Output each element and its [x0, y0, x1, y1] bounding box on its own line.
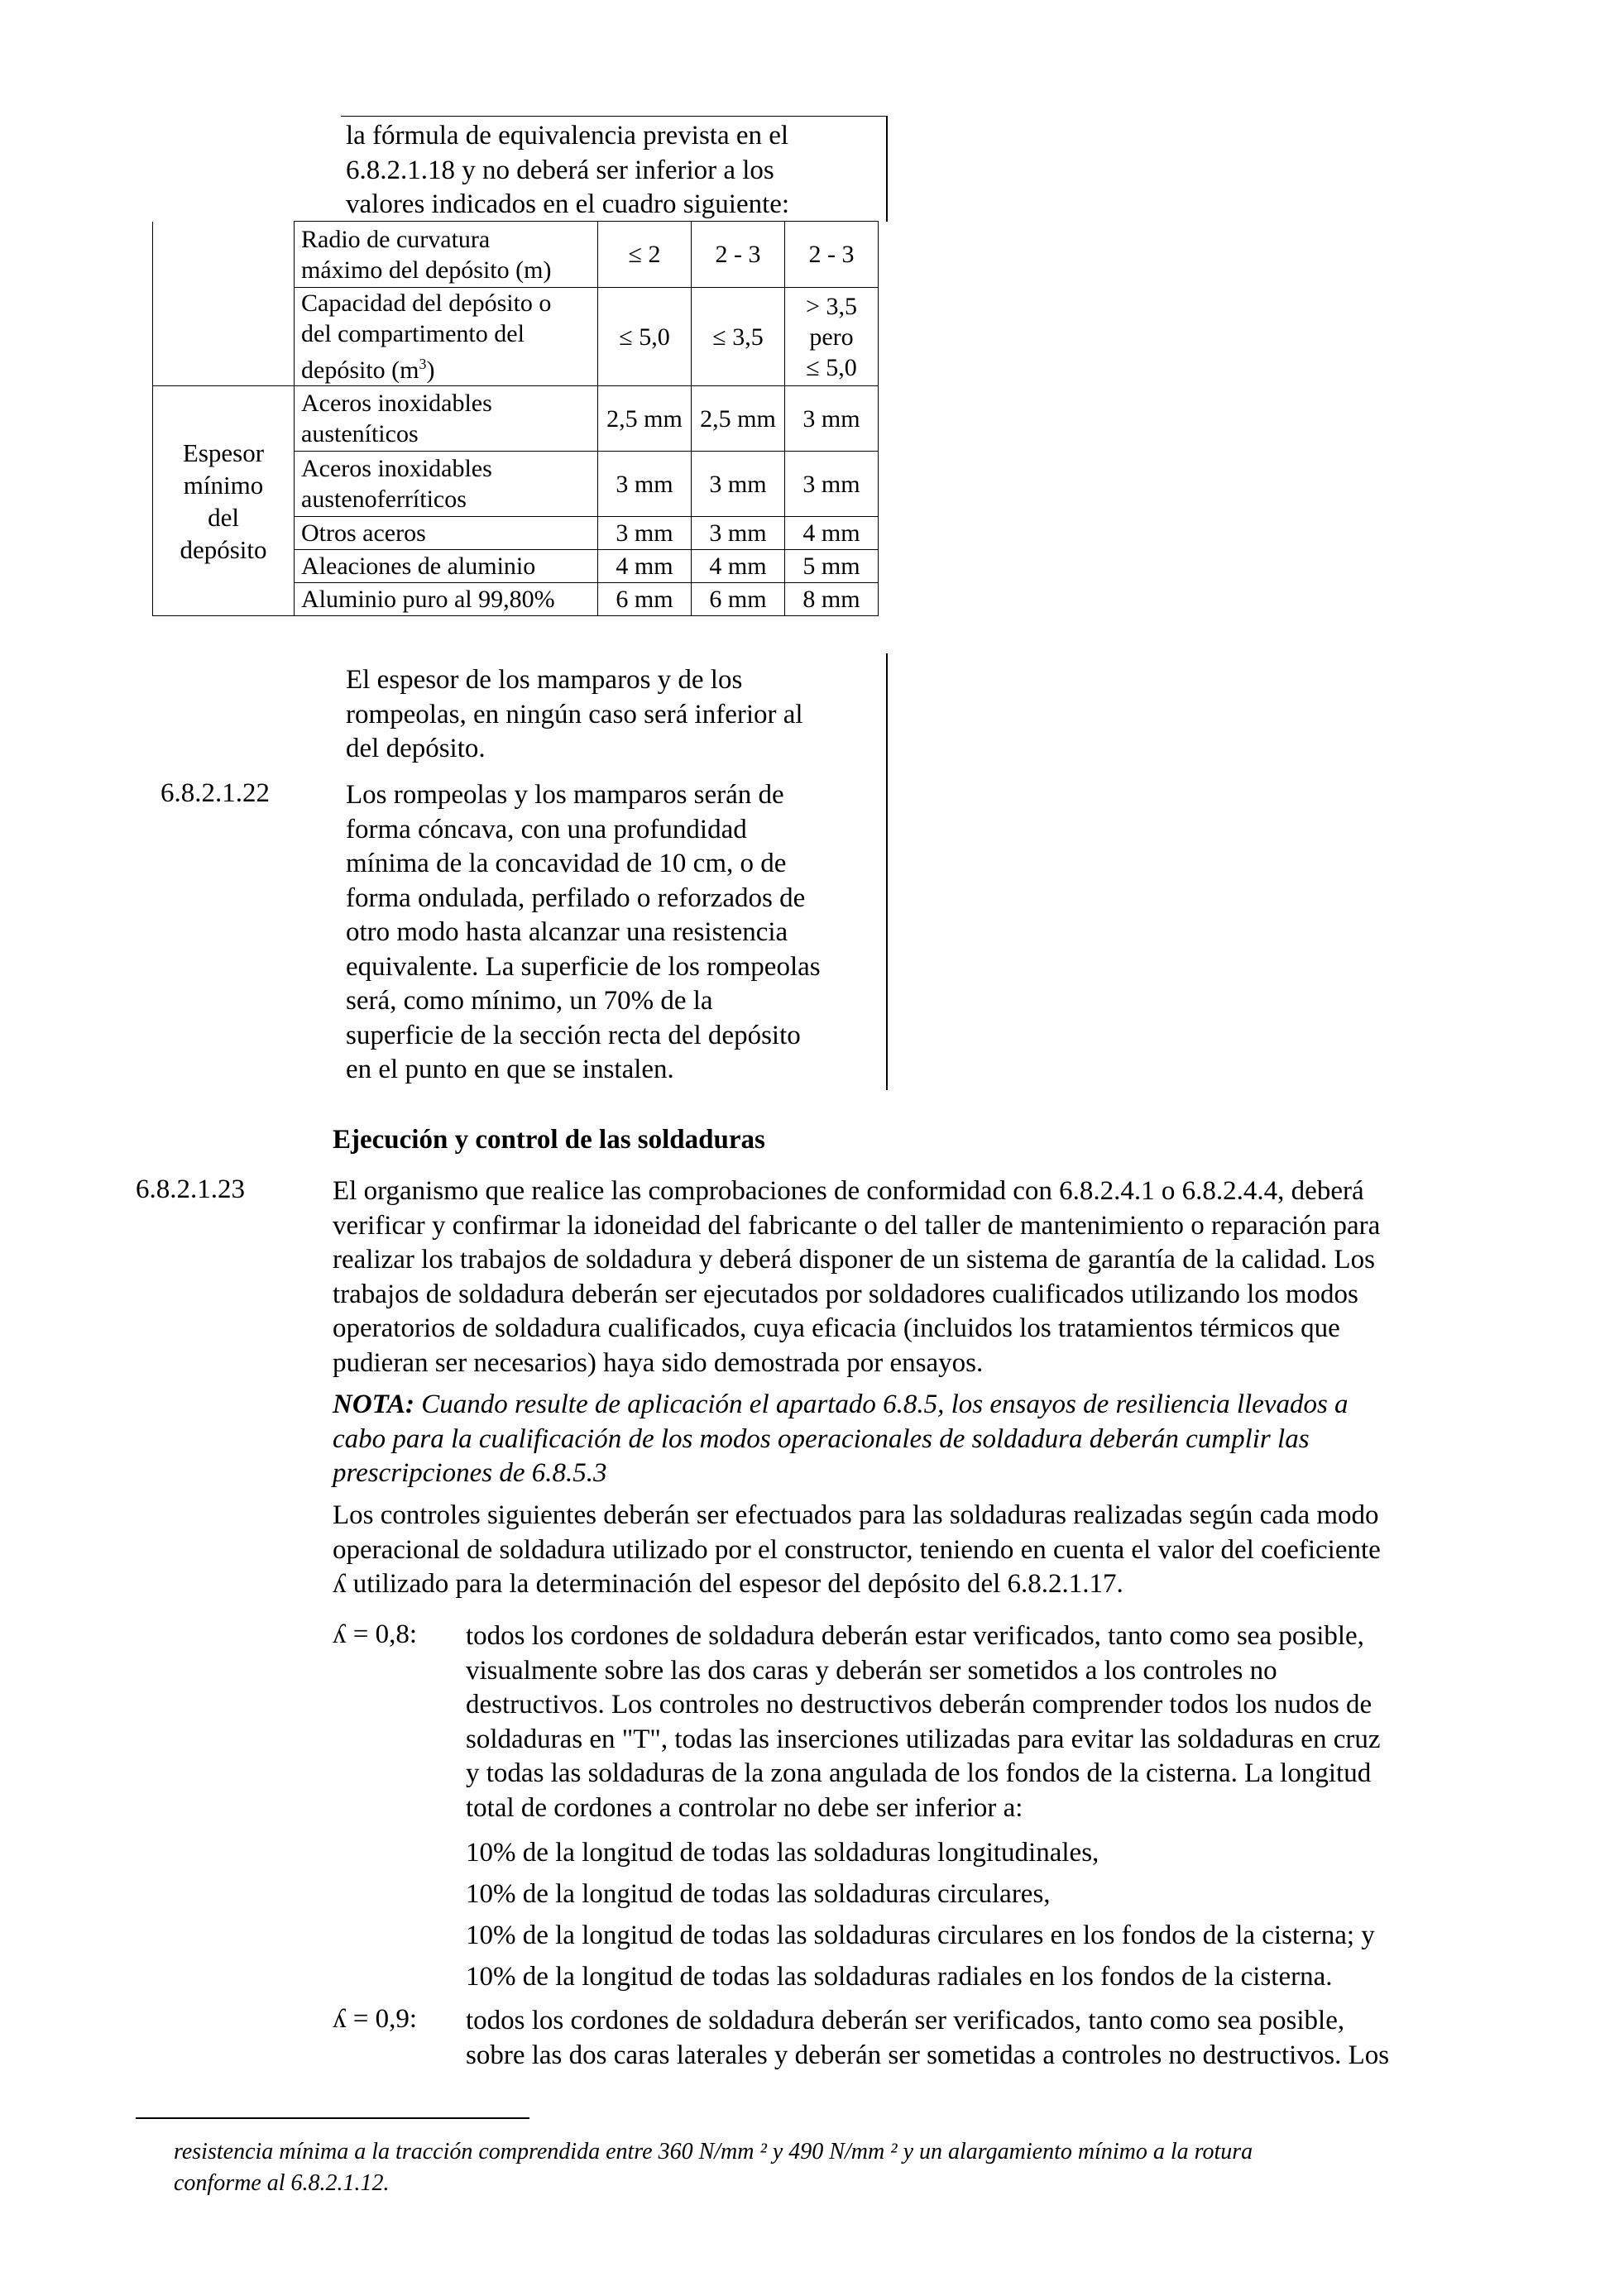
mamparos-paragraph — [346, 663, 867, 767]
section-number-23: 6.8.2.1.23 — [136, 1174, 245, 1204]
intro-line: la fórmula de equivalencia prevista en el — [346, 121, 789, 151]
lambda-09-paragraph — [466, 2004, 1475, 2073]
cell: ≤ 3,5 — [692, 288, 785, 386]
thickness-merged-label: Espesor mínimo del depósito — [153, 386, 295, 616]
controls-line: Los controles siguientes deberán ser efectuados para las soldaduras realizadas según cada modo — [333, 1500, 1379, 1530]
cell: 3 mm — [785, 386, 879, 452]
controls-line: ʎ utilizado para la determinación del espesor del depósito del 6.8.2.1.17. — [333, 1569, 1123, 1599]
cell: ≤ 2 — [598, 222, 692, 288]
row-label: Otros aceros — [295, 517, 598, 550]
section-22-paragraph — [346, 778, 867, 1088]
cell: 4 mm — [598, 550, 692, 583]
section-23-line: pudieran ser necesarios) haya sido demostrada por ensayos. — [333, 1347, 984, 1378]
note-line: prescripciones de 6.8.5.3 — [333, 1458, 607, 1488]
note-label: NOTA: — [333, 1390, 414, 1419]
intro-line: 6.8.2.1.18 y no deberá ser inferior a los — [346, 155, 774, 185]
controls-paragraph — [333, 1499, 1474, 1602]
cell: 6 mm — [692, 583, 785, 616]
lambda-08-line: visualmente sobre las dos caras y deberán ser sometidos a los controles no — [466, 1655, 1277, 1686]
mamparos-line: rompeolas, en ningún caso será inferior al — [346, 699, 803, 729]
list-item: 10% de la longitud de todas las soldaduras radiales en los fondos de la cisterna. — [466, 1962, 1333, 1992]
list-item: 10% de la longitud de todas las soldaduras circulares en los fondos de la cisterna; y — [466, 1921, 1375, 1950]
cell: 2 - 3 — [692, 222, 785, 288]
intro-line: valores indicados en el cuadro siguiente: — [346, 189, 790, 219]
footnote-line: resistencia mínima a la tracción comprendida entre 360 N/mm ² y 490 N/mm ² y un alargamiento mínimo a la rotura — [174, 2139, 1253, 2164]
table-intro-paragraph — [346, 119, 867, 222]
row-label: Capacidad del depósito o del compartimento del depósito $(m^3)$ — [295, 288, 598, 386]
cell: 4 mm — [692, 550, 785, 583]
section-22-line: otro modo hasta alcanzar una resistencia — [346, 917, 788, 947]
lambda-08-label: ʎ = 0,8: — [333, 1619, 418, 1649]
cell: 3 mm — [598, 452, 692, 517]
section-22-line: superficie de la sección recta del depósito — [346, 1020, 801, 1050]
mamparos-line: del depósito. — [346, 734, 486, 763]
list-item: 10% de la longitud de todas las soldaduras longitudinales, — [466, 1838, 1099, 1868]
footnote-line: conforme al 6.8.2.1.12. — [174, 2170, 390, 2196]
lambda-08-line: destructivos. Los controles no destructivos deberán comprender todos los nudos de — [466, 1690, 1372, 1720]
lambda-08-line: soldaduras en "T", todas las inserciones utilizadas para evitar las soldaduras en cruz — [466, 1724, 1381, 1754]
note-line: cabo para la cualificación de los modos operacionales de soldadura deberán cumplir las — [333, 1423, 1310, 1454]
footnote-separator — [136, 2117, 529, 2119]
list-item: 10% de la longitud de todas las soldaduras circulares, — [466, 1879, 1051, 1909]
lambda-08-line: todos los cordones de soldadura deberán estar verificados, tanto como sea posible, — [466, 1621, 1364, 1651]
row-label: Aluminio puro al 99,80% — [295, 583, 598, 616]
footnote — [174, 2136, 1474, 2199]
row-label: Aleaciones de aluminio — [295, 550, 598, 583]
cell: > 3,5 pero ≤ 5,0 — [785, 288, 879, 386]
section-number-22: 6.8.2.1.22 — [160, 778, 270, 808]
cell: 3 mm — [692, 452, 785, 517]
lambda-08-line: y todas las soldaduras de la zona angulada de los fondos de la cisterna. La longitud — [466, 1758, 1372, 1788]
table-row — [153, 222, 879, 288]
note-paragraph — [333, 1388, 1474, 1491]
row-label: Aceros inoxidables austeníticos — [295, 386, 598, 452]
row-label: Radio de curvatura máximo del depósito (m) — [295, 222, 598, 288]
lambda-09-label: ʎ = 0,9: — [333, 2004, 418, 2034]
section-heading: Ejecución y control de las soldaduras — [333, 1125, 765, 1155]
table-row — [153, 288, 879, 386]
section-23-line: verificar y confirmar la idoneidad del fabricante o del taller de mantenimiento o reparación para — [333, 1210, 1381, 1241]
controls-line: operacional de soldadura utilizado por el constructor, teniendo en cuenta el valor del coeficiente — [333, 1534, 1381, 1565]
section-22-line: será, como mínimo, un 70% de la — [346, 986, 713, 1016]
note-line: NOTA: Cuando resulte de aplicación el apartado 6.8.5, los ensayos de resiliencia llevados a — [333, 1390, 1349, 1419]
cell: 4 mm — [785, 517, 879, 550]
lambda-08-paragraph — [466, 1619, 1475, 1825]
cell: ≤ 5,0 — [598, 288, 692, 386]
cell: 2,5 mm — [598, 386, 692, 452]
section-22-line: forma cóncava, con una profundidad — [346, 814, 747, 844]
mamparos-line: El espesor de los mamparos y de los — [346, 665, 743, 695]
section-22-line: en el punto en que se instalen. — [346, 1055, 674, 1084]
lambda-09-line: sobre las dos caras laterales y deberán ser sometidas a controles no destructivos. Los — [466, 2040, 1390, 2070]
lambda-09-line: todos los cordones de soldadura deberán ser verificados, tanto como sea posible, — [466, 2006, 1345, 2035]
cell: 3 mm — [692, 517, 785, 550]
right-border-bottom — [886, 653, 888, 1090]
cell: 8 mm — [785, 583, 879, 616]
cell: 3 mm — [598, 517, 692, 550]
top-rule — [341, 116, 887, 117]
section-23-line: El organismo que realice las comprobaciones de conformidad con 6.8.2.4.1 o 6.8.2.4.4, deberá — [333, 1176, 1364, 1206]
section-22-line: mínima de la concavidad de 10 cm, o de — [346, 849, 787, 878]
section-23-line: realizar los trabajos de soldadura y deberá disponer de un sistema de garantía de la calidad. Los — [333, 1245, 1375, 1275]
cell: 2,5 mm — [692, 386, 785, 452]
section-22-line: equivalente. La superficie de los rompeolas — [346, 951, 821, 982]
empty-cell — [153, 222, 295, 288]
table-row — [153, 386, 879, 452]
right-border-top — [886, 116, 888, 222]
section-23-paragraph — [333, 1174, 1474, 1380]
min-thickness-table — [152, 221, 879, 616]
section-23-line: trabajos de soldadura deberán ser ejecutados por soldadores cualificados utilizando los modos — [333, 1279, 1358, 1309]
cell: 2 - 3 — [785, 222, 879, 288]
section-22-line: Los rompeolas y los mamparos serán de — [346, 780, 784, 810]
lambda-08-line: total de cordones a controlar no debe ser inferior a: — [466, 1792, 1023, 1823]
section-23-line: operatorios de soldadura cualificados, cuya eficacia (incluidos los tratamientos térmicos que — [333, 1313, 1340, 1343]
empty-cell — [153, 288, 295, 386]
cell: 6 mm — [598, 583, 692, 616]
cell: 5 mm — [785, 550, 879, 583]
section-22-line: forma ondulada, perfilado o reforzados de — [346, 883, 806, 913]
cell: 3 mm — [785, 452, 879, 517]
row-label: Aceros inoxidables austenoferríticos — [295, 452, 598, 517]
